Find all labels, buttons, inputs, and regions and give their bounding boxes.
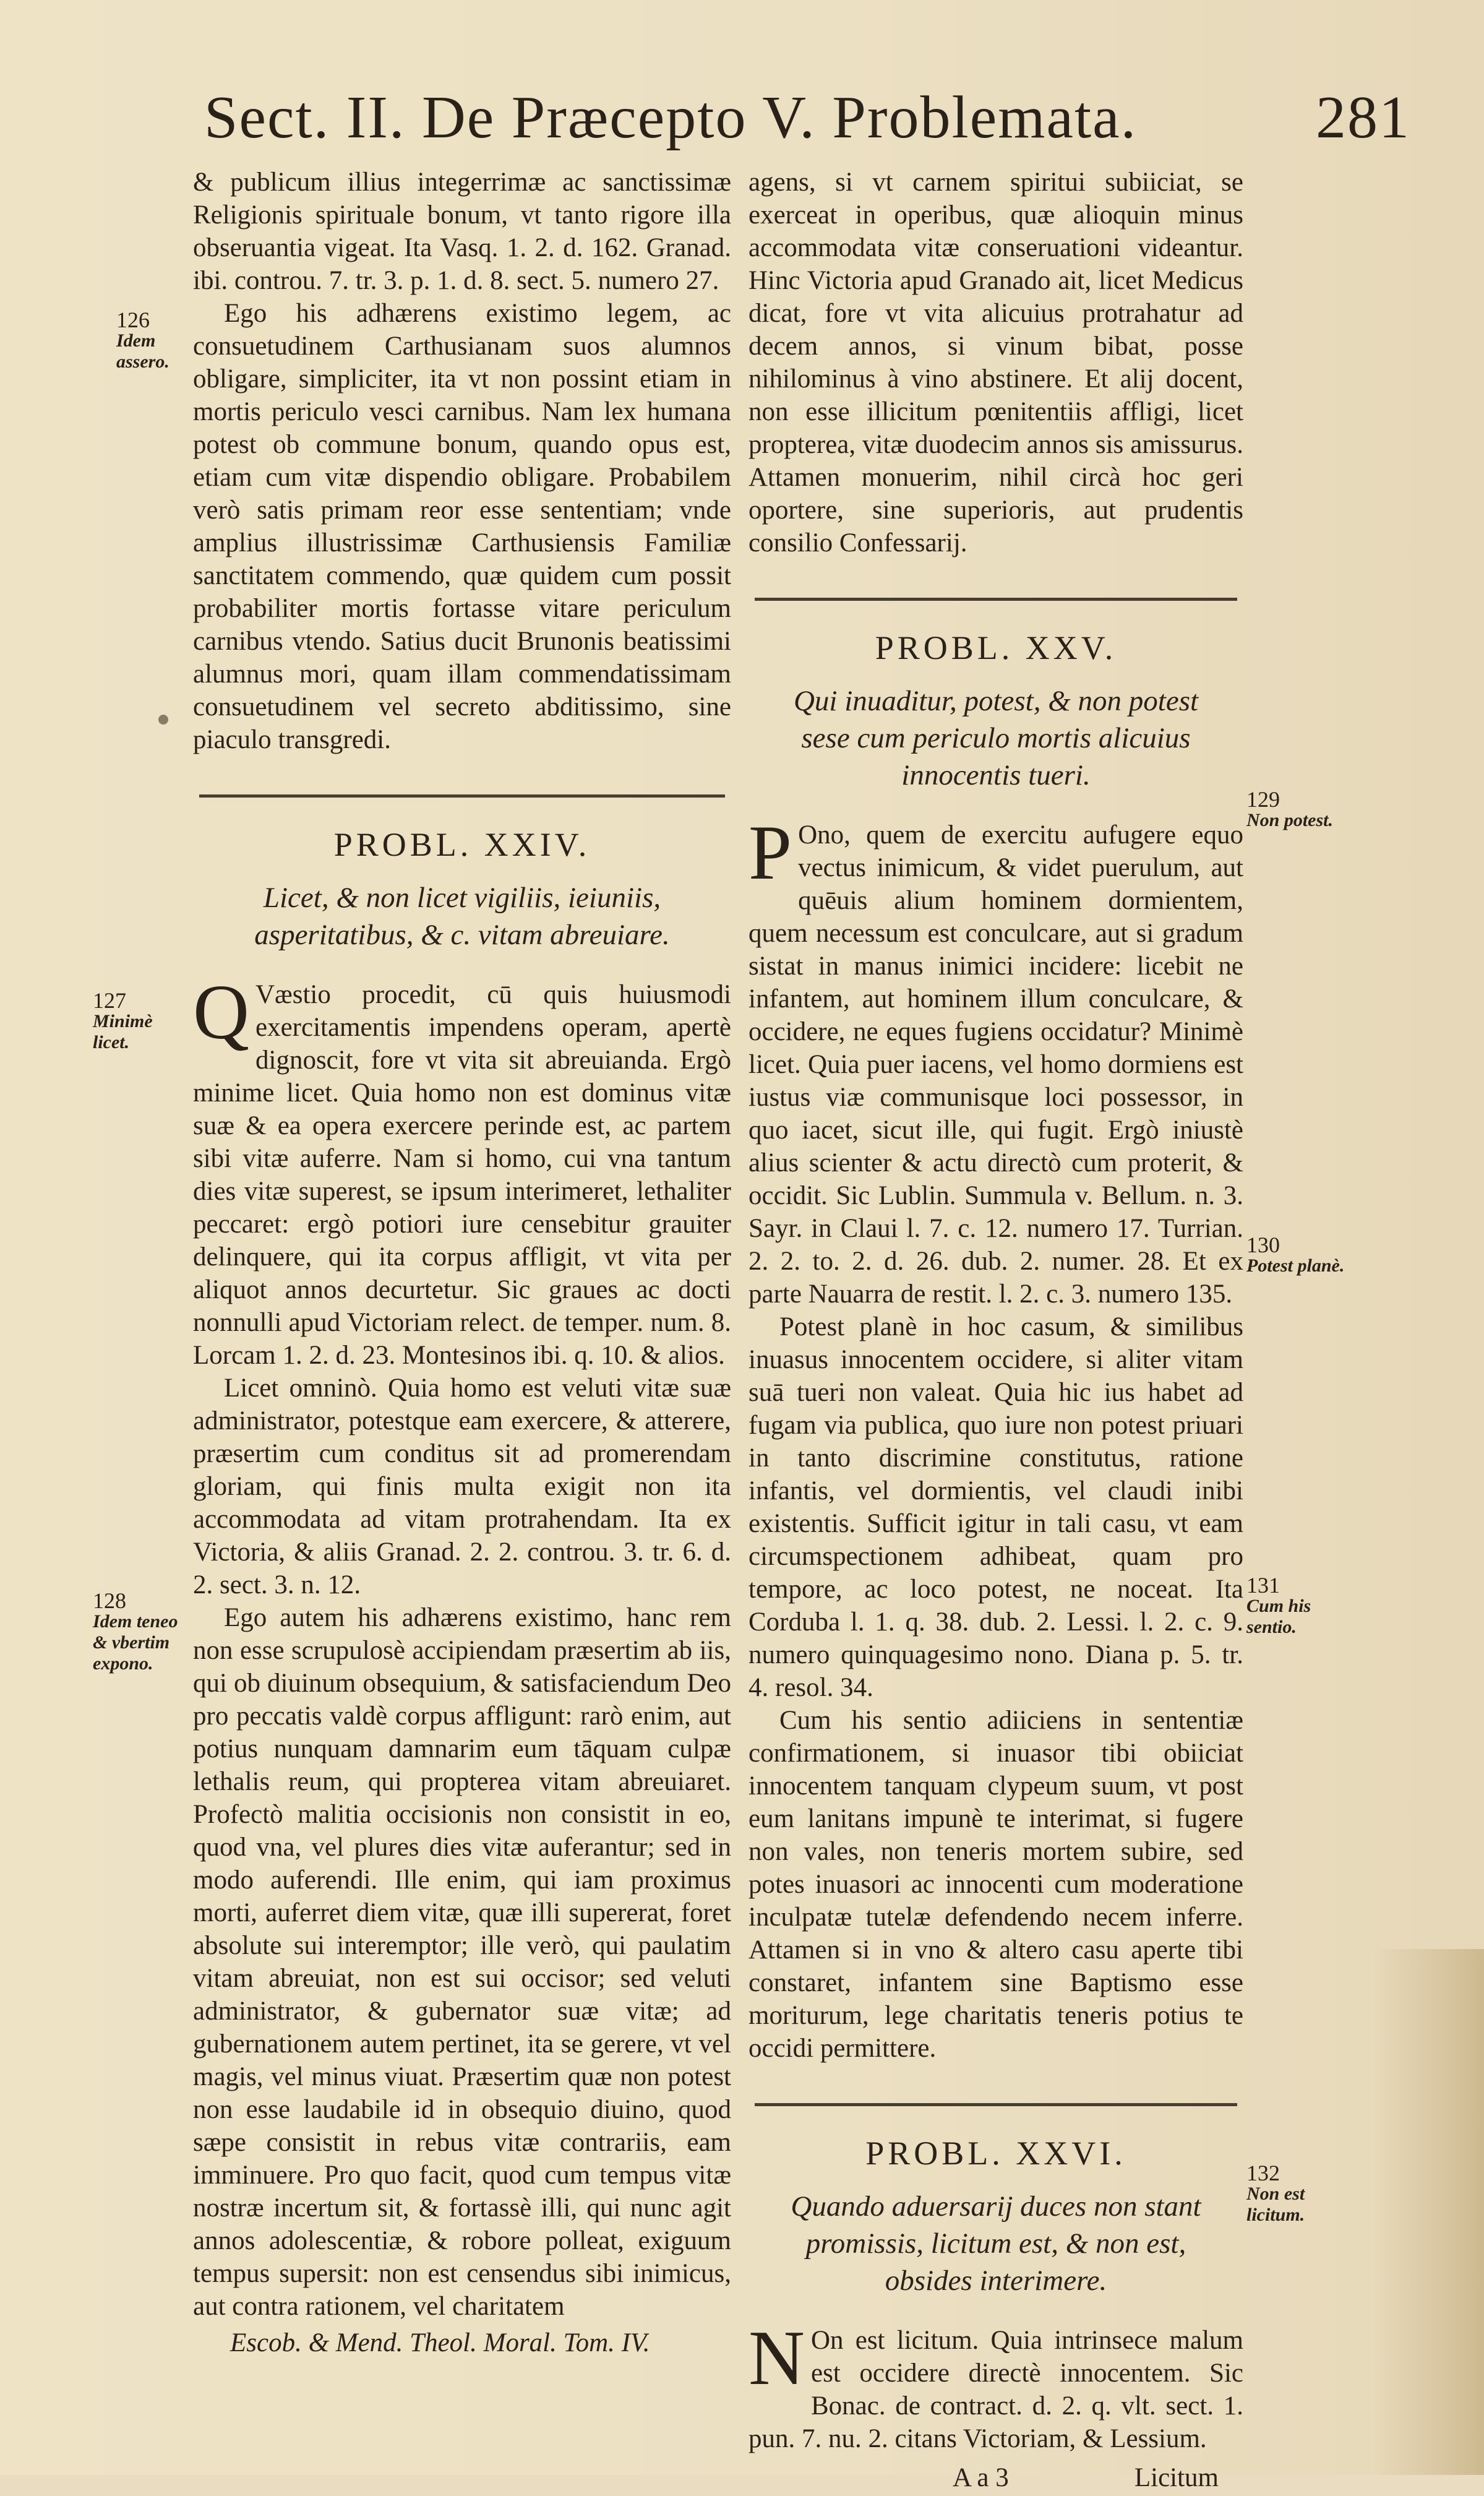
margin-note-131 [1246, 1575, 1345, 1638]
problem-heading-24: PROBL. XXIV. [333, 826, 591, 863]
section-rule [199, 794, 725, 798]
margin-text: Non est licitum. [1246, 2184, 1305, 2225]
margin-text: Potest planè. [1246, 1255, 1345, 1276]
page-number: 281 [1316, 84, 1410, 151]
right-paragraph-5 [748, 2315, 1243, 2455]
running-title: Sect. II. De Præcepto V. Problemata. [204, 84, 1138, 151]
problem-heading-26: PROBL. XXVI. [865, 2135, 1126, 2172]
catch-line [748, 2461, 1243, 2496]
right-column [748, 166, 1243, 2496]
ink-blot [158, 715, 168, 725]
margin-note-132 [1246, 2162, 1345, 2226]
printer-signature: Escob. & Mend. Theol. Moral. Tom. IV. [230, 2328, 650, 2357]
catchword: Licitum [1134, 2463, 1219, 2492]
problem-question-24: Licet, & non licet vigiliis, ieiuniis, asperitatibus, & c. vitam abreuiare. [254, 882, 670, 951]
margin-note-128 [93, 1590, 189, 1674]
margin-number: 128 [93, 1588, 126, 1613]
margin-number: 130 [1246, 1233, 1280, 1257]
margin-note-126 [116, 309, 191, 372]
right-paragraph-5-text: On est licitum. Quia intrinsece malum est occidere directè innocentem. Sic Bonac. de contract. d. 2. q. vlt. sect. 1. pun. 7. nu. 2. citans Victoriam, & Lessium. [748, 2326, 1243, 2453]
running-header [204, 74, 1410, 161]
drop-cap: P [748, 810, 792, 896]
left-paragraph-5: Ego autem his adhærens existimo, hanc rem non esse scrupulosè accipiendam præsertim ab iis, qui ob diuinum obsequium, & satisfaciendum Deo pro peccatis valdè corpus affligunt: rarò enim, aut potius nunquam damnarim eum tāquam culpæ lethalis reum, qui propterea vitam abreuiaret. Profectò malitia occisionis non consistit in eo, quod vna, vel plures dies vitæ auferantur; sed in modo auferendi. Ille enim, qui iam proximus morti, auferret diem vitæ, quæ illi supererat, foret absolute sui interemptor; ille verò, qui paulatim vitam abreuiat, non est sui occisor; sed veluti administrator, & gubernator suæ vitæ; ad gubernationem autem pertinet, ita se gerere, vt vel magis, vel minus viuat. Præsertim quæ non potest non esse laudabile id in obsequio diuino, quod sæpe consistit in rebus vitæ contrariis, eam imminuere. Pro quo facit, quod cum tempus vitæ nostræ incertum sit, & fortassè illi, qui nunc agit annos adolescentiæ, & robore polleat, exiguum tempus supersit: non est censendus sibi inimicus, aut contra rationem, vel charitatem [193, 1603, 731, 2321]
margin-note-127 [93, 990, 186, 1053]
left-paragraph-3-text: Væstio procedit, cū quis huiusmodi exercitamentis impendens operam, apertè dignoscit, fore vt vita sit abreuianda. Ergò minime licet. Quia homo non est dominus vitæ suæ & ea opera exercere perinde est, ac partem sibi vitæ auferre. Nam si homo, cui vna tantum dies vitæ superest, se ipsum interimeret, lethaliter peccaret: ergò potiori iure censebitur grauiter delinquere, qui ita corpus affligit, vt vita per aliquot annos decurtetur. Sic graues ac docti nonnulli apud Victoriam relect. de temper. num. 8. Lorcam 1. 2. d. 23. Montesinos ibi. q. 10. & alios. [193, 980, 731, 1370]
margin-number: 126 [116, 308, 150, 332]
page-edge-shadow [1373, 1949, 1484, 2475]
right-paragraph-3: Potest planè in hoc casum, & similibus inuasus innocentem occidere, si aliter vitam suā tueri non valeat. Quia hic ius habet ad fugam via publica, quo iure non potest priuari in tanto discrimine constitutus, ratione infantis, vel dormientis, vel claudi inibi existentis. Sufficit igitur in tali casu, vt eam circumspectionem adhibeat, quam pro tempore, ac loco potest, ne noceat. Ita Corduba l. 1. q. 38. dub. 2. Lessi. l. 2. c. 9. numero quinquagesimo nono. Diana p. 5. tr. 4. resol. 34. [748, 1312, 1243, 1702]
left-paragraph-1: & publicum illius integerrimæ ac sanctissimæ Religionis spirituale bonum, vt tanto rigore illa obseruantia vigeat. Ita Vasq. 1. 2. d. 162. Granad. ibi. controu. 7. tr. 3. p. 1. d. 8. sect. 5. numero 27. [193, 168, 731, 295]
margin-note-129 [1246, 789, 1345, 831]
right-paragraph-2-text: Ono, quem de exercitu aufugere equo vectus inimicum, & videt puerulum, aut quēuis alium hominem dormientem, quem necessum est conculcare, aut si gradum sistat in manus inimici incidere: licebit ne infantem, aut hominem illum conculcare, & occidere, ne eques fugiens occidatur? Minimè licet. Quia puer iacens, vel homo dormiens est iustus viæ communisque loci possessor, in quo iacet, sicut ille, qui fugit. Ergò iniustè alius scienter & actu directò cum proterit, & occidit. Sic Lublin. Summula v. Bellum. n. 3. Sayr. in Claui l. 7. c. 12. numero 17. Turrian. 2. 2. to. 2. d. 26. dub. 2. numer. 28. Et ex parte Nauarra de restit. l. 2. c. 3. numero 135. [748, 820, 1243, 1309]
margin-note-130 [1246, 1234, 1345, 1276]
margin-number: 132 [1246, 2161, 1280, 2185]
left-paragraph-3 [193, 970, 731, 1372]
margin-number: 127 [93, 988, 126, 1013]
right-paragraph-4: Cum his sentio adiiciens in sententiæ confirmationem, si inuasor tibi obiiciat innocentem tanquam clypeum suum, vt post eum lanitans impunè te interimat, si fugere non vales, non teneris mortem subire, sed potes inuasori ac innocenti cum moderatione inculpatæ tutelæ defendendo necem inferre. Attamen si in vno & altero casu aperte tibi constaret, infantem sine Baptismo esse moriturum, lege charitatis teneris potius te occidi permittere. [748, 1706, 1243, 2063]
drop-cap: Q [193, 970, 249, 1056]
margin-text: Minimè licet. [93, 1011, 153, 1052]
problem-question-25: Qui inuaditur, potest, & non potest sese cum periculo mortis alicuius innocentis tueri. [793, 685, 1199, 791]
margin-number: 131 [1246, 1573, 1280, 1598]
signature-mark: A a 3 [953, 2463, 1009, 2492]
section-rule [755, 2103, 1237, 2106]
margin-text: Non potest. [1246, 810, 1334, 830]
problem-question-26: Quando aduersarij duces non stant promissis, licitum est, & non est, obsides interimere. [791, 2190, 1201, 2297]
margin-number: 129 [1246, 787, 1280, 812]
right-paragraph-1: agens, si vt carnem spiritui subiiciat, se exerceat in operibus, quæ alioquin minus accommodata vitæ conseruationi videantur. Hinc Victoria apud Granado ait, licet Medicus dicat, fore vt vita alicuius protrahatur ad decem annos, si vinum bibat, posse nihilominus à vino abstinere. Et alij docent, non esse illicitum pœnitentiis affligi, licet propterea, vitæ duodecim annos sis amissurus. Attamen monuerim, nihil circà hoc geri oportere, sine superioris, aut prudentis consilio Confessarij. [748, 168, 1243, 557]
left-paragraph-4: Licet omninò. Quia homo est veluti vitæ suæ administrator, potestque eam exercere, & atterere, præsertim cum conditus sit ad promerendam gloriam, qui finis multa exigit non ita accommodata ad vitam protrahendam. Ita ex Victoria, & aliis Granad. 2. 2. controu. 3. tr. 6. d. 2. sect. 3. n. 12. [193, 1374, 731, 1599]
problem-heading-25: PROBL. XXV. [875, 629, 1117, 666]
left-paragraph-2: Ego his adhærens existimo legem, ac consuetudinem Carthusianam suos alumnos obligare, simpliciter, ita vt non possint etiam in mortis periculo vesci carnibus. Nam lex humana potest ob commune bonum, quando opus est, etiam cum vitæ dispendio obligare. Probabilem verò satis primam reor esse sententiam; vnde amplius illustrissimæ Carthusiensis Familiæ sanctitatem commendo, quæ quidem cum possit probabiliter mortis fortasse vitare periculum carnibus vtendo. Satius ducit Brunonis beatissimi alumnus mori, quam illam commendatissimam consuetudinem vel secreto abditissimo, sine piaculo transgredi. [193, 299, 731, 754]
margin-text: Idem teneo & vbertim expono. [93, 1611, 178, 1674]
drop-cap: N [748, 2315, 805, 2401]
right-paragraph-2 [748, 810, 1243, 1310]
margin-text: Cum his sentio. [1246, 1596, 1311, 1637]
left-column [193, 166, 731, 2359]
section-rule [755, 598, 1237, 601]
margin-text: Idem assero. [116, 330, 169, 372]
